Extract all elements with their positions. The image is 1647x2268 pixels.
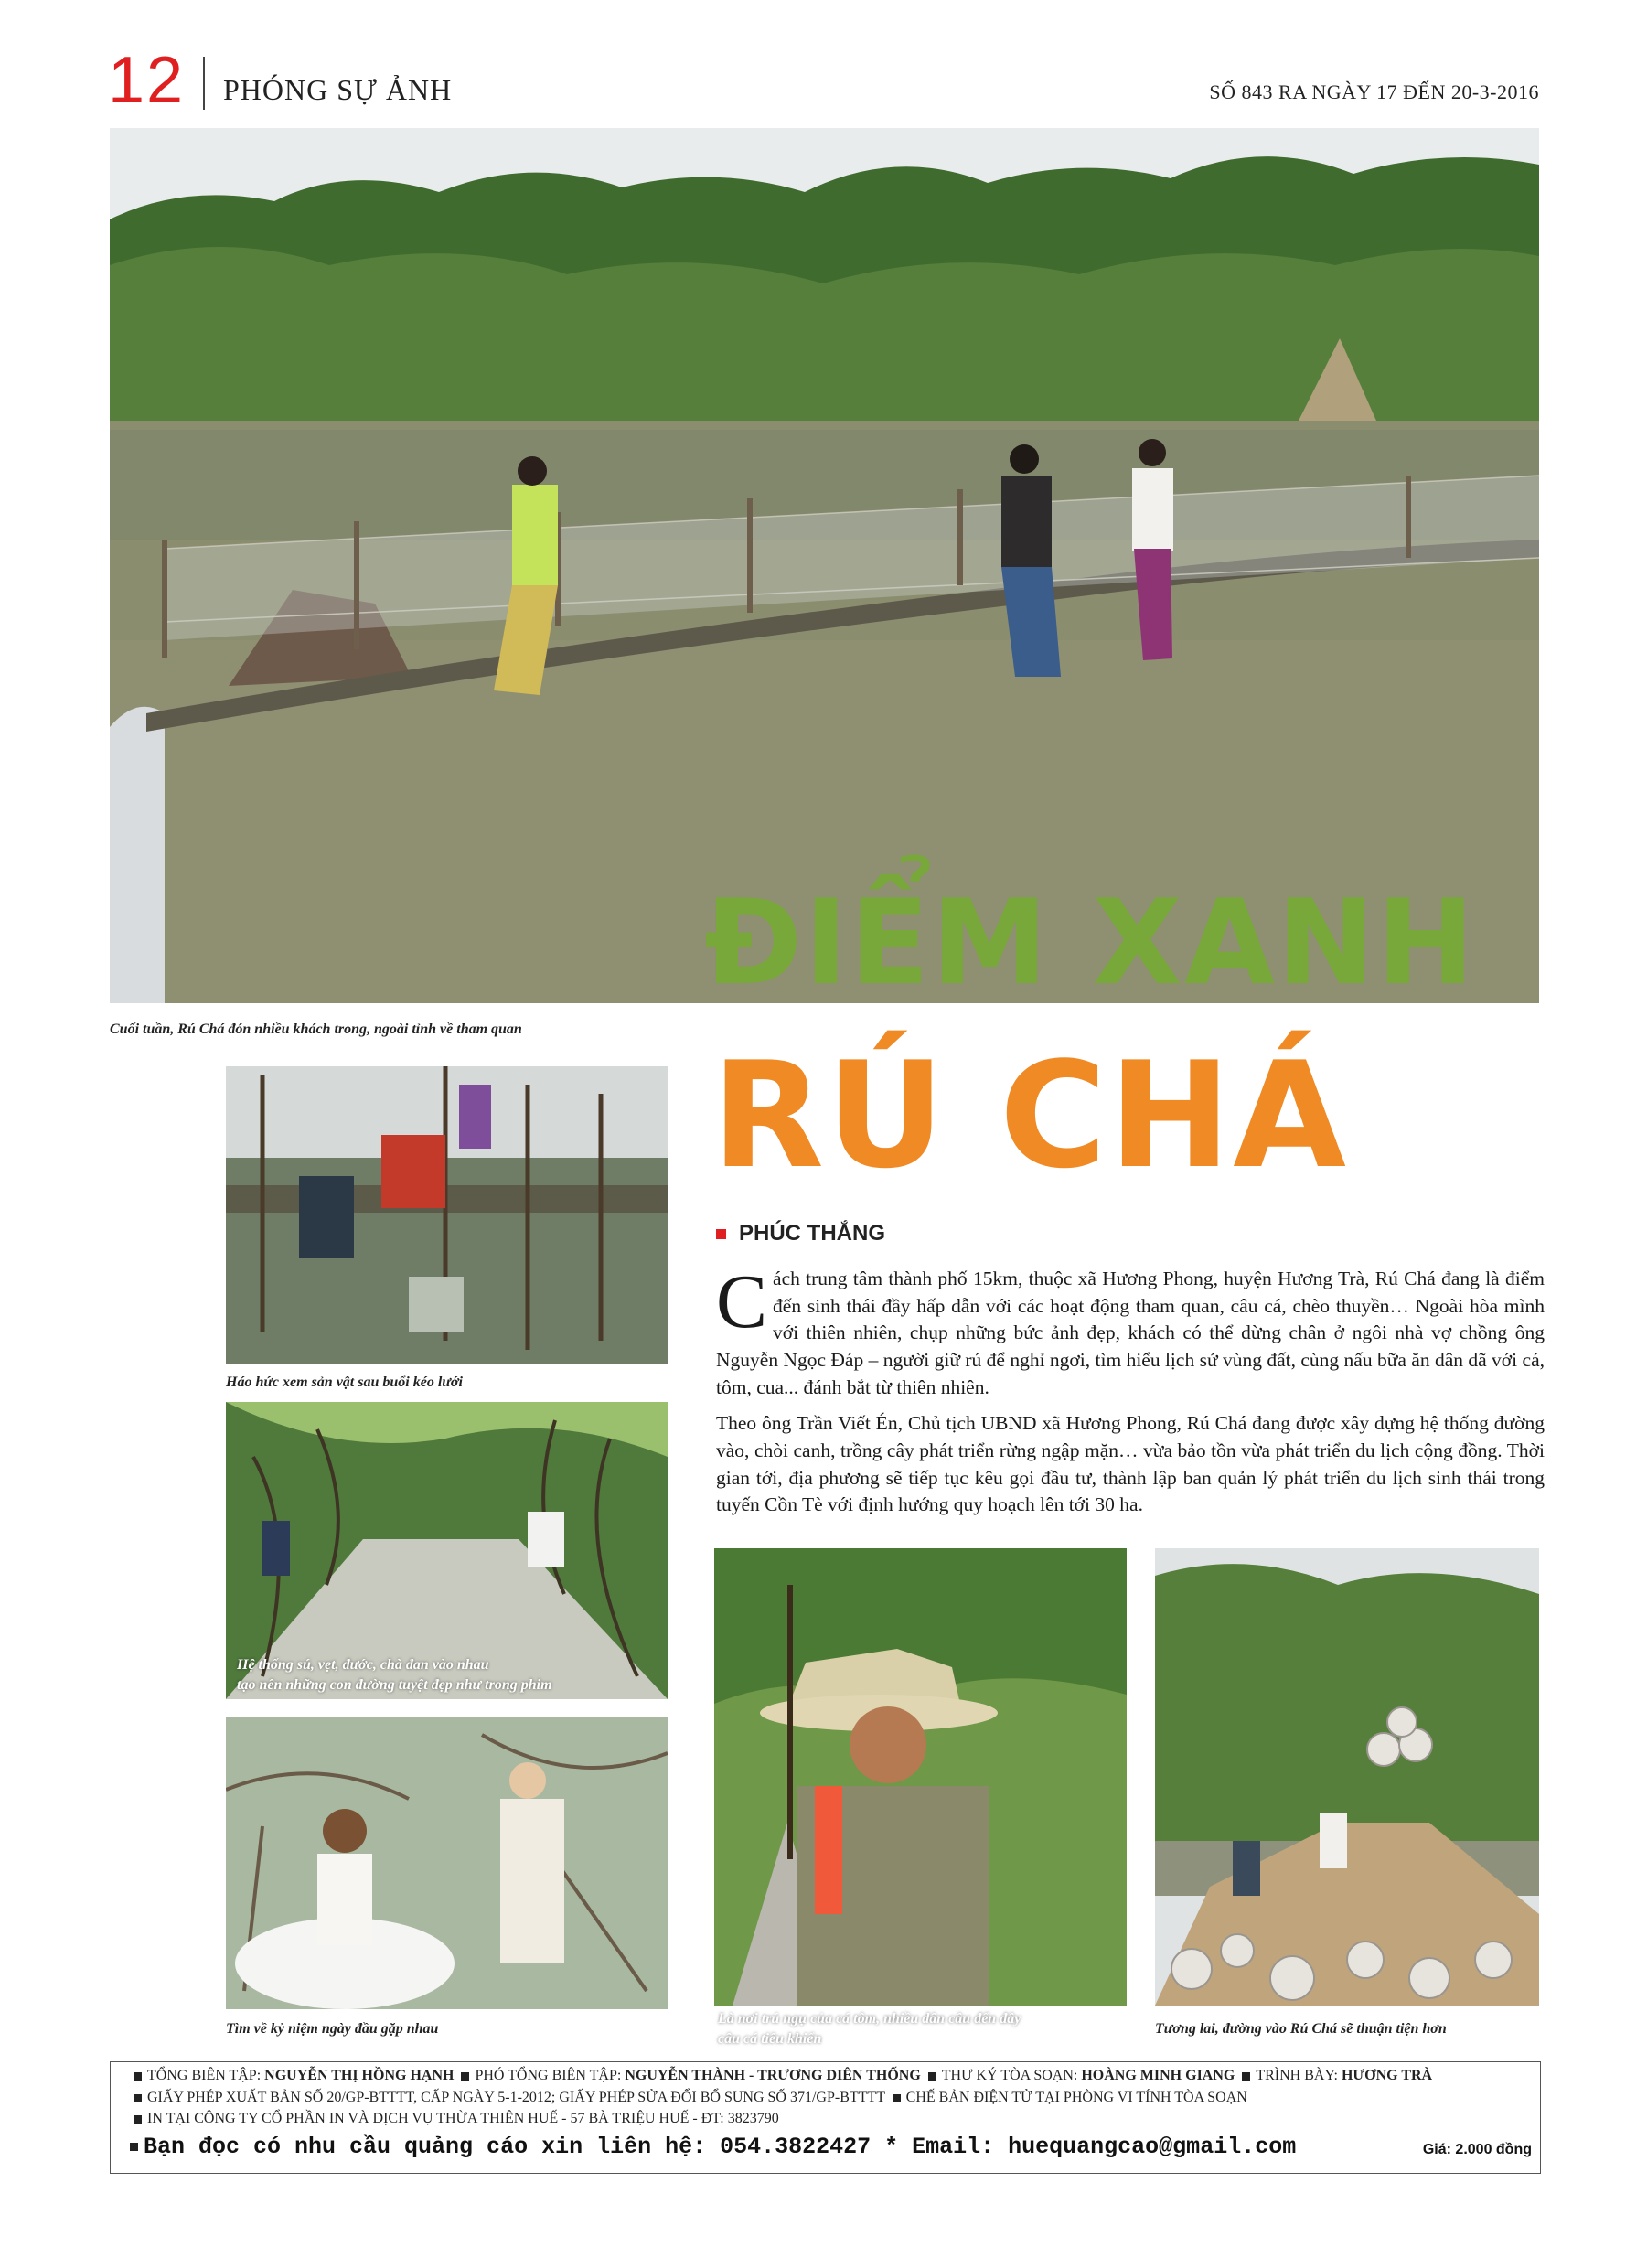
paragraph-1-text: ách trung tâm thành phố 15km, thuộc xã Hương Phong, huyện Hương Trà, Rú Chá đang là điểm đến sinh thái đầy hấp dẫn với các hoạt động tham quan, câu cá, chèo thuyền… Ngoài hòa mình với thiên nhiên, chụp những bức ảnh đẹp, khách có thể dừng chân ở ngôi nhà vợ chồng ông Nguyễn Ngọc Đáp – người giữ rú để nghỉ ngơi, tìm hiểu lịch sử vùng đất, cùng nấu bữa ăn dân dã với cá, tôm, cua... đánh bắt từ thiên nhiên. — [716, 1268, 1545, 1398]
article-paragraph-1 — [716, 1259, 1545, 1401]
photo-fisherman — [714, 1548, 1127, 2006]
caption-fisher-1: Là nơi trú ngụ của cá tôm, nhiều dân câu đến đây — [718, 2011, 1021, 2027]
photo-stone-road — [1155, 1548, 1539, 2006]
main-photo-lagoon-walkway — [110, 128, 1539, 1011]
typesetting-text: CHẾ BẢN ĐIỆN TỬ TẠI PHÒNG VI TÍNH TÒA SOẠN — [905, 2090, 1247, 2105]
footer-ad-line — [130, 2134, 1296, 2160]
headline-line-1: ĐIỂM XANH — [704, 875, 1477, 1011]
photo-mangrove-road — [226, 1402, 668, 1699]
photo-net-pulling — [226, 1066, 668, 1364]
section-title: PHÓNG SỰ ẢNH — [223, 73, 453, 106]
bullet-icon — [130, 2143, 138, 2151]
bullet-icon — [134, 2115, 142, 2124]
editor-name: NGUYỄN THỊ HỒNG HẠNH — [264, 2068, 455, 2083]
ad-contact: Bạn đọc có nhu cầu quảng cáo xin liên hệ: 054.3822427 * Email: huequangcao@gmail.com — [144, 2134, 1297, 2160]
byline-marker — [716, 1229, 726, 1239]
main-photo-caption: Cuối tuần, Rú Chá đón nhiều khách trong, ngoài tỉnh về tham quan — [110, 1022, 522, 1037]
bullet-icon — [461, 2072, 469, 2081]
headline-line-2: RÚ CHÁ — [711, 1030, 1348, 1201]
footer-license-row — [130, 2090, 1247, 2106]
issue-info: SỐ 843 RA NGÀY 17 ĐẾN 20-3-2016 — [1209, 80, 1539, 103]
byline — [716, 1221, 885, 1246]
caption-road-1: Hệ thống sú, vẹt, đước, chà đan vào nhau — [237, 1657, 489, 1673]
drop-cap: C — [716, 1259, 768, 1344]
secretary-label: THƯ KÝ TÒA SOẠN: — [941, 2068, 1078, 2083]
bullet-icon — [893, 2094, 901, 2102]
bullet-icon — [134, 2072, 142, 2081]
deputy-editor-label: PHÓ TỔNG BIÊN TẬP: — [475, 2068, 622, 2083]
editor-label: TỔNG BIÊN TẬP: — [147, 2068, 262, 2083]
caption-net: Háo hức xem sản vật sau buổi kéo lưới — [226, 1375, 463, 1390]
article-body — [716, 1259, 1545, 1528]
bullet-icon — [134, 2094, 142, 2102]
article-paragraph-2: Theo ông Trần Viết Én, Chủ tịch UBND xã Hương Phong, Rú Chá đang được xây dựng hệ thống đường vào, chòi canh, trồng cây phát triển rừng ngập mặn… vừa bảo tồn vừa phát triển du lịch cộng đồng. Thời gian tới, địa phương sẽ tiếp tục kêu gọi đầu tư, thành lập ban quản lý phát triển du lịch sinh thái trong tuyến Cồn Tè với định hướng quy hoạch lên tới 30 ha. — [716, 1412, 1545, 1516]
layout-name: HƯƠNG TRÀ — [1341, 2068, 1433, 2083]
footer-printer-row — [130, 2111, 779, 2127]
page-number: 12 — [108, 44, 186, 117]
byline-author: PHÚC THẮNG — [739, 1221, 885, 1246]
secretary-name: HOÀNG MINH GIANG — [1081, 2068, 1235, 2083]
layout-label: TRÌNH BÀY: — [1256, 2068, 1338, 2083]
footer-staff-row — [130, 2068, 1432, 2084]
caption-road-2: tạo nên những con đường tuyệt đẹp như trong phim — [237, 1677, 552, 1693]
price: Giá: 2.000 đồng — [1422, 2142, 1532, 2157]
license-text: GIẤY PHÉP XUẤT BẢN SỐ 20/GP-BTTTT, CẤP NGÀY 5-1-2012; GIẤY PHÉP SỬA ĐỔI BỔ SUNG SỐ 371/GP-BTTTT — [147, 2090, 885, 2105]
bullet-icon — [1242, 2072, 1250, 2081]
deputy-editor-names: NGUYỄN THÀNH - TRƯƠNG DIÊN THỐNG — [625, 2068, 921, 2083]
caption-fisher-2: câu cá tiêu khiển — [718, 2031, 822, 2047]
header-divider — [203, 57, 205, 110]
caption-wedding: Tìm về kỷ niệm ngày đầu gặp nhau — [226, 2021, 439, 2037]
bullet-icon — [928, 2072, 936, 2081]
photo-wedding — [226, 1717, 668, 2009]
caption-stones: Tương lai, đường vào Rú Chá sẽ thuận tiện hơn — [1155, 2021, 1447, 2037]
printer-text: IN TẠI CÔNG TY CỔ PHẦN IN VÀ DỊCH VỤ THỪA THIÊN HUẾ - 57 BÀ TRIỆU HUẾ - ĐT: 3823790 — [147, 2111, 779, 2126]
